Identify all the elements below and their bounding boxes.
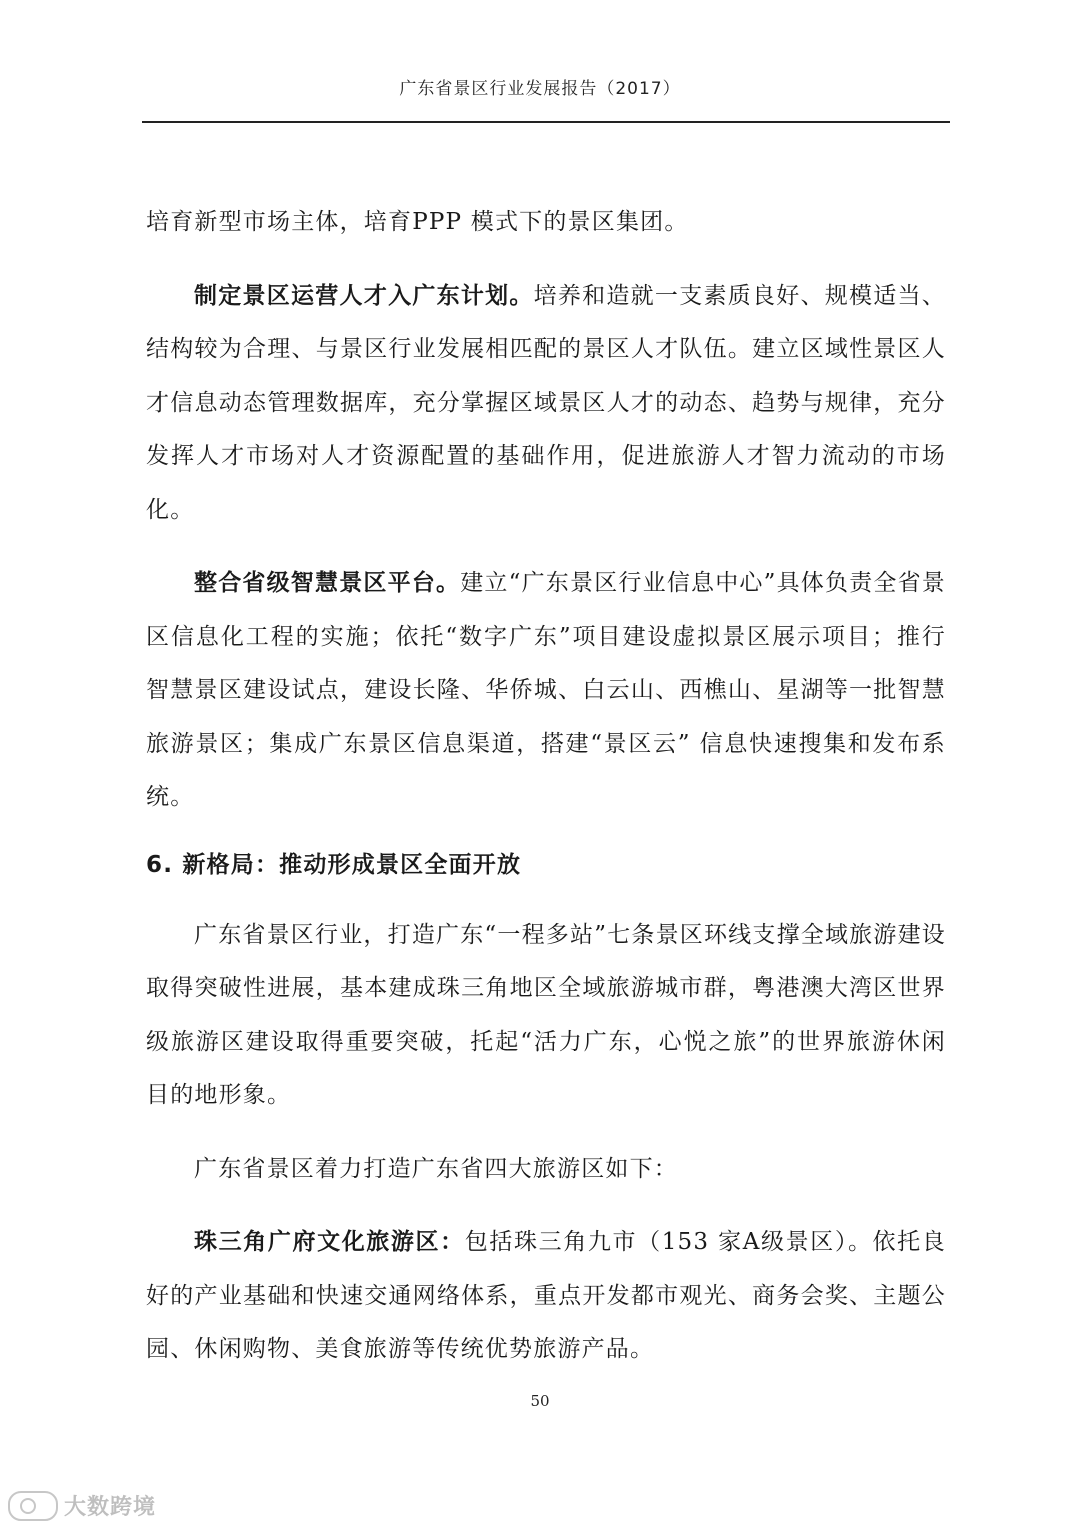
section-paragraph-1 (146, 909, 946, 1123)
watermark (8, 1490, 156, 1521)
section-paragraph-3-lead: 珠三角广府文化旅游区： (194, 1229, 465, 1255)
page-number: 50 (530, 1392, 550, 1410)
paragraph-3-text: 建立“广东景区行业信息中心”具体负责全省景区信息化工程的实施；依托“数字广东”项目建设虚拟景区展示项目；推行智慧景区建设试点，建设长隆、华侨城、白云山、西樵山、星湖等一批智慧旅游景区；集成广东景区信息渠道，搭建“景区云” 信息快速搜集和发布系统。 (146, 570, 947, 810)
header-divider (142, 121, 950, 123)
section-paragraph-1-text: 广东省景区行业，打造广东“一程多站”七条景区环线支撑全域旅游建设取得突破性进展，基本建成珠三角地区全域旅游城市群，粤港澳大湾区世界级旅游区建设取得重要突破，托起“活力广东，心悦之旅”的世界旅游休闲目的地形象。 (146, 921, 946, 1108)
section-paragraph-3 (146, 1216, 946, 1377)
page-header-title: 广东省景区行业发展报告（2017） (399, 79, 681, 99)
section-paragraph-2 (146, 1143, 946, 1197)
paragraph-2-lead: 制定景区运营人才入广东计划。 (194, 282, 534, 309)
watermark-text: 大数跨境 (64, 1495, 157, 1520)
paragraph-3-lead: 整合省级智慧景区平台。 (194, 570, 461, 596)
paragraph-3 (146, 557, 946, 825)
paragraph-1-text: 培育新型市场主体，培育PPP 模式下的景区集团。 (146, 209, 689, 235)
section-paragraph-2-text: 广东省景区着力打造广东省四大旅游区如下： (194, 1155, 678, 1182)
paragraph-2-text: 培养和造就一支素质良好、规模适当、结构较为合理、与景区行业发展相匹配的景区人才队伍。建立区域性景区人才信息动态管理数据库，充分掌握区域景区人才的动态、趋势与规律，充分发挥人才市场对人才资源配置的基础作用，促进旅游人才智力流动的市场化。 (146, 282, 946, 523)
paragraph-1 (146, 196, 946, 250)
logo-icon (8, 1491, 58, 1521)
section-paragraph-3-text: 包括珠三角九市（153 家A级景区）。依托良好的产业基础和快速交通网络体系，重点开发都市观光、商务会奖、主题公园、休闲购物、美食旅游等传统优势旅游产品。 (146, 1229, 946, 1362)
section-heading: 6. 新格局：推动形成景区全面开放 (146, 851, 522, 878)
document-body (146, 196, 946, 1397)
paragraph-2 (146, 270, 946, 538)
